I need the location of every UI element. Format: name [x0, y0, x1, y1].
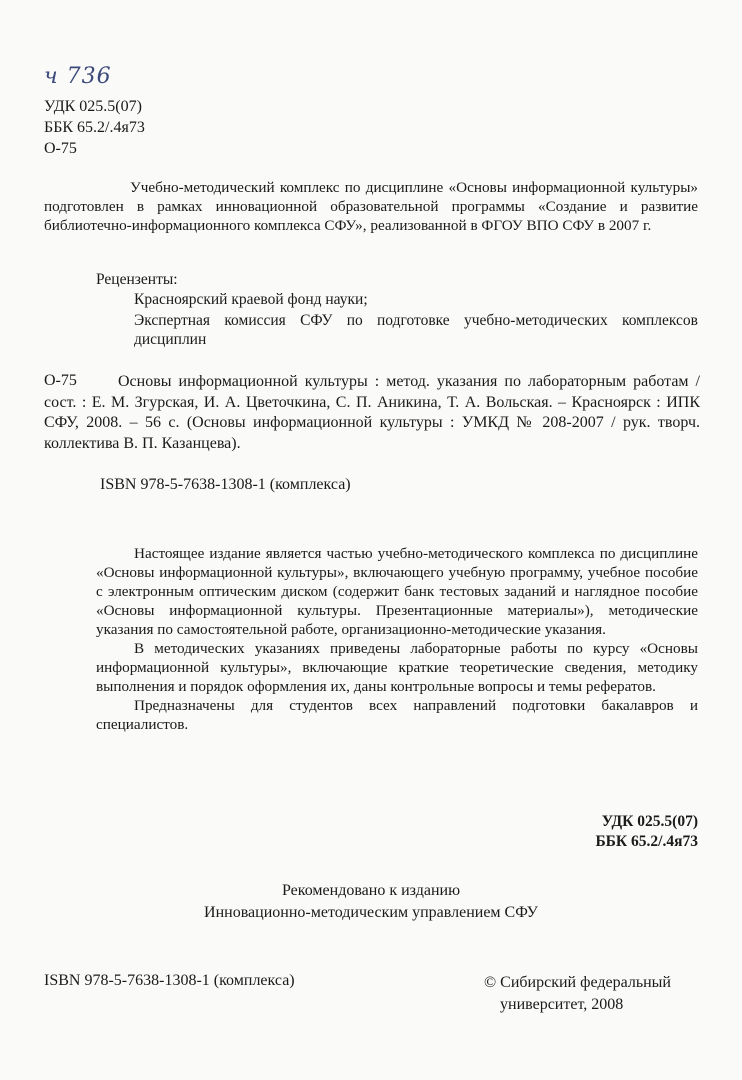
copyright-line1: © Сибирский федеральный: [484, 974, 671, 991]
bib-text: Основы информационной культуры : метод. указания по лабораторным работам / сост. : Е. М. Згурская, И. А. Цветочкина, С. П. Аникина, Т. А. Вольская. – Красноярск : ИПК СФУ, 2008. – 56 с. (Основы информационной культуры : УМКД № 208-2007 / рук. творч. коллектива В. П. Казанцева).: [44, 373, 700, 452]
bbk-code-right: ББК 65.2/.4я73: [595, 833, 698, 850]
recommendation-line2: Инновационно-методическим управлением СФУ: [204, 904, 538, 921]
reviewer-item: Красноярский краевой фонд науки;: [134, 291, 368, 308]
footer-isbn: ISBN 978-5-7638-1308-1 (комплекса): [44, 972, 295, 989]
reviewers-label: Рецензенты:: [96, 271, 178, 288]
recommendation-line1: Рекомендовано к изданию: [281, 882, 461, 899]
annotation: [96, 544, 698, 734]
intro-paragraph: [44, 178, 698, 235]
bib-description: [44, 372, 700, 454]
author-mark: О-75: [44, 140, 77, 157]
bib-mark: О-75: [44, 372, 77, 389]
reviewer-item: Экспертная комиссия СФУ по подготовке учебно-методических комплексов дисциплин: [134, 312, 698, 348]
annotation-paragraph: В методических указаниях приведены лабораторные работы по курсу «Основы информационной культуры», включающие краткие теоретические сведения, методику выполнения и порядок оформления их, даны контрольные вопросы и темы рефератов.: [96, 640, 698, 695]
intro-text: Учебно-методический комплекс по дисциплине «Основы информационной культуры» подготовлен в рамках инновационной образовательной программы «Создание и развитие библиотечно-информационного комплекса СФУ», реализованной в ФГОУ ВПО СФУ в 2007 г.: [44, 179, 698, 234]
handwritten-note: ч 736: [44, 64, 112, 89]
bbk-code: ББК 65.2/.4я73: [44, 119, 145, 136]
annotation-paragraph: Настоящее издание является частью учебно-методического комплекса по дисциплине «Основы информационной культуры», включающего учебную программу, учебное пособие с электронным оптическим диском (содержит банк тестовых заданий и наглядное пособие «Основы информационной культуры. Презентационные материалы»), методические указания по самостоятельной работе, организационно-методические указания.: [96, 545, 698, 638]
codes-right: [595, 812, 698, 852]
copyright: [484, 972, 671, 1016]
bib-isbn: ISBN 978-5-7638-1308-1 (комплекса): [100, 476, 351, 493]
udk-code: УДК 025.5(07): [44, 98, 142, 115]
annotation-paragraph: Предназначены для студентов всех направлений подготовки бакалавров и специалистов.: [96, 697, 698, 733]
copyright-line2: университет, 2008: [500, 996, 624, 1013]
udk-code-right: УДК 025.5(07): [601, 813, 698, 830]
